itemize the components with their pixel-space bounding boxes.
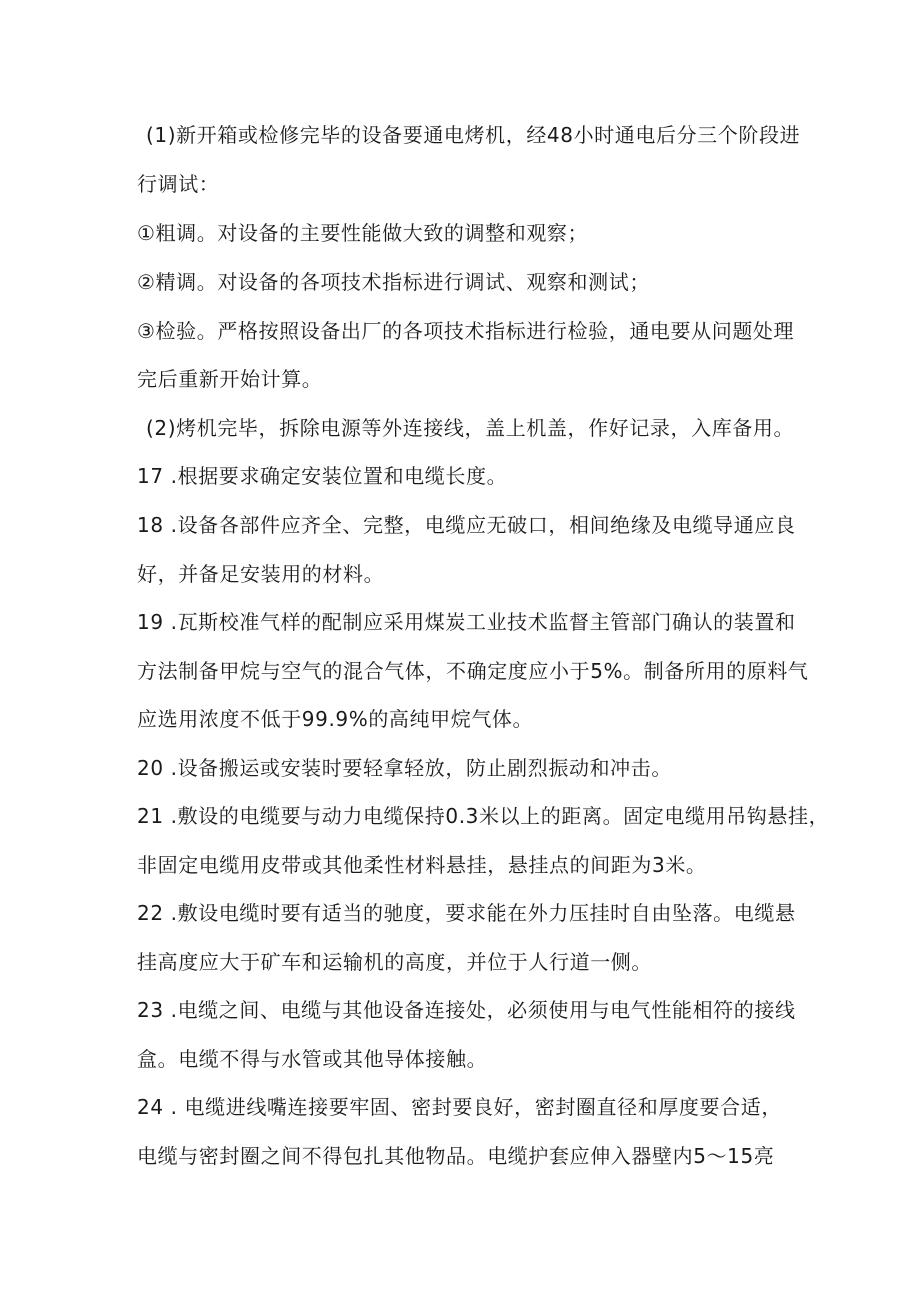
text-line: ②精调。对设备的各项技术指标进行调试、观察和测试； [137,270,650,294]
text-line: ③检验。严格按照设备出厂的各项技术指标进行检验，通电要从问题处理 [137,319,795,343]
text-line: (1)新开箱或检修完毕的设备要通电烤机，经48小时通电后分三个阶段进 [146,123,801,147]
text-line: 23 .电缆之间、电缆与其他设备连接处，必须使用与电气性能相符的接线 [137,998,796,1022]
text-line: 方法制备甲烷与空气的混合气体，不确定度应小于5%。制备所用的原料气 [137,659,809,683]
text-line: 非固定电缆用皮带或其他柔性材料悬挂，悬挂点的间距为3米。 [137,853,707,877]
text-line: 电缆与密封圈之间不得包扎其他物品。电缆护套应伸入器壁内5～15亮 [137,1144,775,1168]
text-line: 盒。电缆不得与水管或其他导体接触。 [137,1047,488,1071]
text-line: 19 .瓦斯校准气样的配制应采用煤炭工业技术监督主管部门确认的装置和 [137,610,796,634]
text-line: 完后重新开始计算。 [137,367,323,391]
text-line: 应选用浓度不低于99.9%的高纯甲烷气体。 [137,707,534,731]
text-line: 好，并备足安装用的材料。 [137,562,385,586]
text-line: 挂高度应大于矿车和运输机的高度，并位于人行道一侧。 [137,950,652,974]
text-line: 24 . 电缆进线嘴连接要牢固、密封要良好，密封圈直径和厚度要合适， [137,1095,782,1119]
text-line: (2)烤机完毕，拆除电源等外连接线，盖上机盖，作好记录，入库备用。 [146,416,795,440]
text-line: ①粗调。对设备的主要性能做大致的调整和观察； [137,221,589,245]
text-line: 18 .设备各部件应齐全、完整，电缆应无破口，相间绝缘及电缆导通应良 [137,513,796,537]
text-line: 21 .敷设的电缆要与动力电缆保持0.3米以上的距离。固定电缆用吊钩悬挂， [137,804,830,828]
text-line: 20 .设备搬运或安装时要轻拿轻放，防止剧烈振动和冲击。 [137,756,672,780]
text-line: 17 .根据要求确定安装位置和电缆长度。 [137,464,508,488]
text-line: 22 .敷设电缆时要有适当的驰度，要求能在外力压挂时自由坠落。电缆悬 [137,901,796,925]
text-line: 行调试： [137,172,220,196]
